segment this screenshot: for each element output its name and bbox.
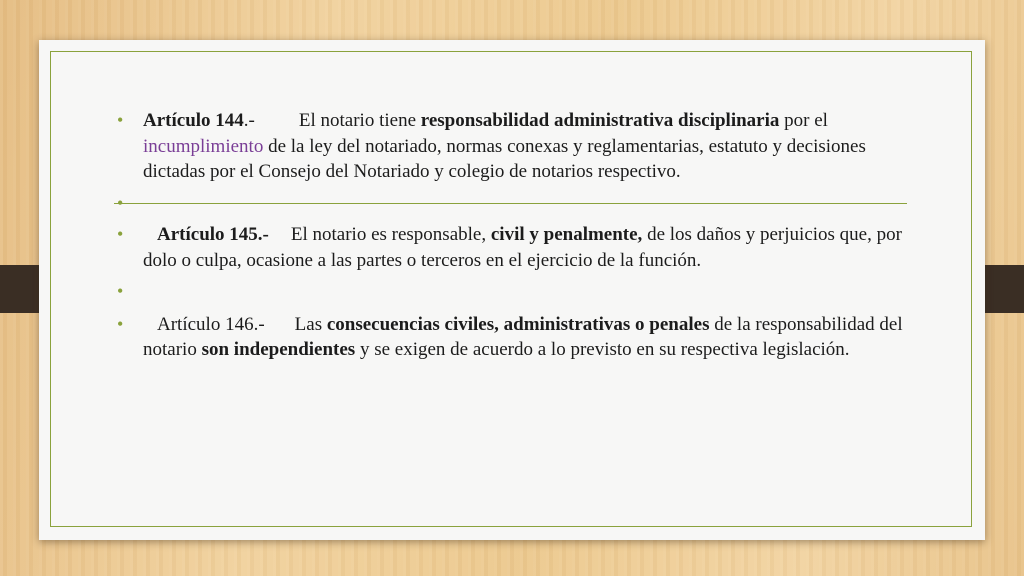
article-145-item (114, 222, 914, 273)
article-144-punct: .- (243, 110, 255, 131)
article-146-bold-1: consecuencias civiles, administrativas o penales (326, 313, 710, 335)
slide (39, 40, 985, 540)
article-145-rest: de los daños y perjuicios que, por dolo o culpa, ocasione a las partes o terceros en el ejercicio de la función. (143, 224, 902, 271)
article-144-item (114, 108, 914, 185)
article-145-bold: civil y penalmente, (490, 224, 643, 245)
article-144-bold: responsabilidad administrativa disciplinaria (420, 110, 780, 131)
bullet-icon: • (117, 224, 124, 244)
article-144-lead: El notario tiene (298, 110, 421, 131)
bullet-icon: • (117, 281, 124, 301)
article-144-label: Artículo 144 (143, 110, 244, 131)
article-146-mid: de la responsabilidad del notario (143, 313, 903, 360)
article-145-lead: El notario es responsable, (290, 224, 491, 245)
slide-content (114, 108, 914, 363)
article-146-lead: Las (294, 313, 327, 335)
article-146-item (114, 312, 914, 363)
article-146-label: Artículo 146.- (157, 313, 265, 335)
empty-bullet-item (114, 279, 914, 305)
article-144-highlight: incumplimiento (143, 135, 264, 157)
bullet-icon: • (117, 192, 124, 213)
article-146-rest: y se exigen de acuerdo a lo previsto en su respectiva legislación. (355, 339, 850, 360)
article-144-rest: de la ley del notariado, normas conexas y reglamentarias, estatuto y decisiones dictadas por el Consejo del Notariado y colegio de notarios respectivo. (143, 135, 866, 182)
article-144-pre: por el (779, 110, 828, 131)
bullet-icon: • (117, 313, 124, 334)
article-145-label: Artículo 145.- (157, 224, 269, 245)
bullet-icon: • (117, 110, 124, 130)
article-146-bold-2: son independientes (201, 339, 356, 360)
empty-bullet-item (114, 191, 914, 217)
